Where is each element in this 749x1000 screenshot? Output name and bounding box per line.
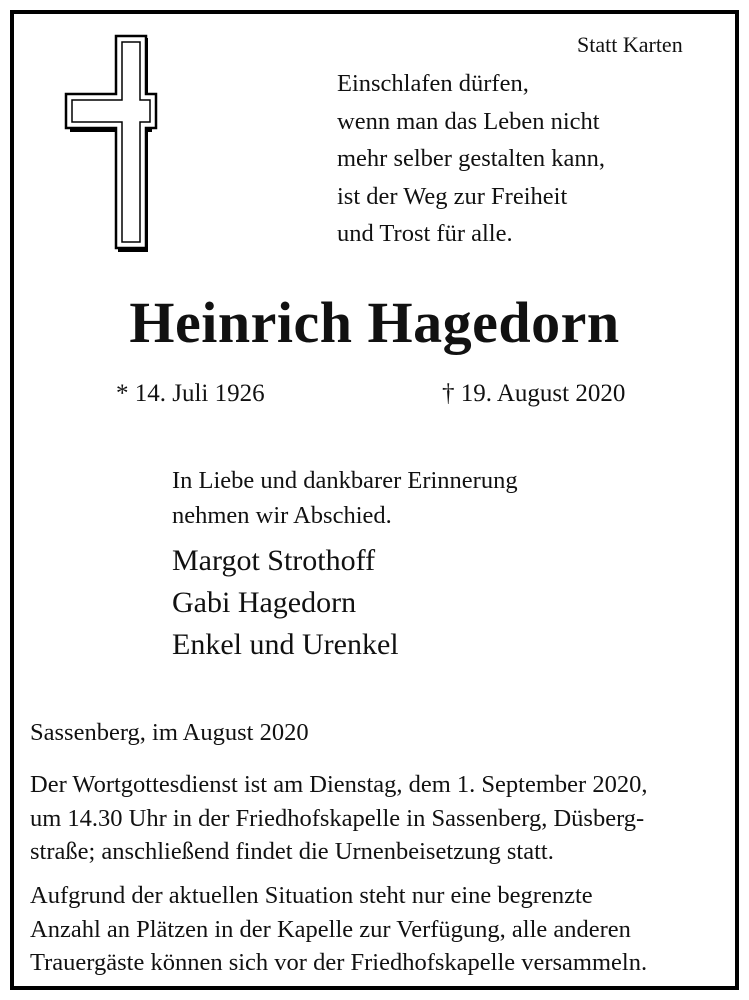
mourner-name: Gabi Hagedorn [172, 586, 357, 619]
cross-icon [62, 34, 158, 252]
poem [337, 65, 605, 253]
notice-line: Trauergäste können sich vor der Friedhofskapelle versammeln. [30, 949, 648, 976]
service-line: straße; anschließend findet die Urnenbeisetzung statt. [30, 838, 554, 865]
statt-karten-note: Statt Karten [577, 32, 683, 57]
service-line: Der Wortgottesdienst ist am Dienstag, dem 1. September 2020, [30, 771, 648, 798]
poem-line: und Trost für alle. [337, 220, 513, 247]
poem-line: wenn man das Leben nicht [337, 107, 600, 135]
service-info [30, 768, 647, 869]
poem-line: ist der Weg zur Freiheit [337, 182, 568, 210]
poem-line: mehr selber gestalten kann, [337, 145, 606, 172]
place-date: Sassenberg, im August 2020 [30, 719, 309, 746]
mourner-name: Enkel und Urenkel [172, 628, 399, 661]
mourner-name: Margot Strothoff [172, 544, 376, 577]
notice-line: Anzahl an Plätzen in der Kapelle zur Verfügung, alle anderen [30, 915, 631, 943]
birth-date: * 14. Juli 1926 [116, 380, 265, 407]
farewell-line: In Liebe und dankbarer Erinnerung [172, 467, 518, 494]
farewell-text [172, 463, 518, 533]
attendance-notice [30, 879, 647, 980]
service-line: um 14.30 Uhr in der Friedhofskapelle in Sassenberg, Düsberg- [30, 804, 645, 832]
notice-line: Aufgrund der aktuellen Situation steht nur eine begrenzte [30, 882, 593, 909]
farewell-line: nehmen wir Abschied. [172, 502, 392, 529]
death-date: † 19. August 2020 [442, 380, 626, 407]
mourners-list [172, 540, 399, 666]
deceased-name: Heinrich Hagedorn [129, 290, 620, 355]
poem-line: Einschlafen dürfen, [337, 70, 529, 97]
